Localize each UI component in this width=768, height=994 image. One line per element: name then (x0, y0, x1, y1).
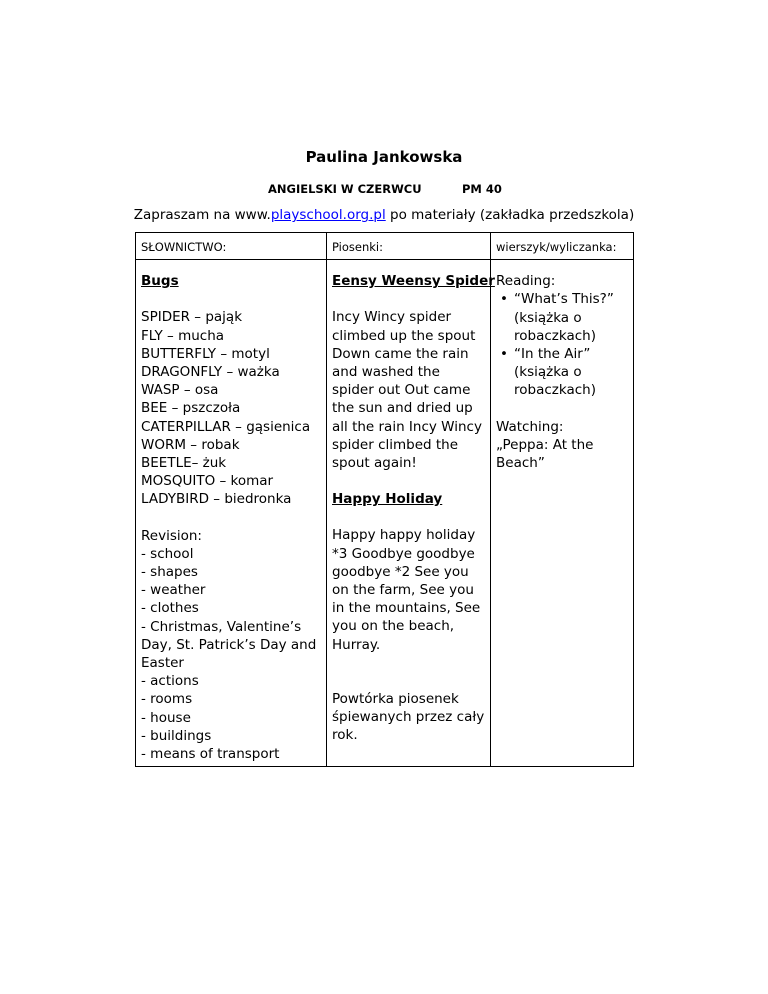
revision-item: - weather (141, 582, 206, 599)
header-vocabulary: SŁOWNICTWO: (136, 233, 327, 260)
vocab-item: MOSQUITO – komar (141, 473, 274, 490)
songs-review: Powtórka piosenek śpiewanych przez cały rok. (332, 690, 485, 744)
subtitle-group: PM 40 (462, 182, 502, 196)
intro-text (0, 207, 768, 223)
rhymes-cell (491, 260, 634, 767)
revision-item: - house (141, 709, 191, 726)
vocab-item: WORM – robak (141, 436, 240, 453)
subtitle-month: ANGIELSKI W CZERWCU (268, 182, 422, 196)
lesson-table (135, 232, 634, 767)
vocabulary-cell (136, 260, 327, 767)
vocab-item: WASP – osa (141, 382, 219, 399)
revision-item: - means of transport (141, 746, 280, 763)
vocab-item: FLY – mucha (141, 327, 225, 344)
header-rhymes: wierszyk/wyliczanka: (491, 233, 634, 260)
vocab-item: CATERPILLAR – gąsienica (141, 418, 311, 435)
vocab-item: BEETLE– żuk (141, 455, 227, 472)
revision-item: - rooms (141, 691, 193, 708)
revision-item: - Christmas, Valentine’s Day, St. Patrick’s Day and Easter (141, 618, 317, 672)
page-title: Paulina Jankowska (305, 148, 463, 166)
revision-item: - actions (141, 673, 199, 690)
vocab-item: SPIDER – pająk (141, 309, 243, 326)
revision-item: - shapes (141, 564, 198, 581)
watching-item: „Peppa: At the Beach” (496, 436, 594, 472)
header-songs: Piosenki: (327, 233, 491, 260)
song1-lyrics: Incy Wincy spider climbed up the spout Down came the rain and washed the spider out Out came the sun and dried up all the rain Incy Wincy spider climbed the spout again! (332, 309, 482, 472)
song1-title: Eensy Weensy Spider (332, 273, 495, 290)
revision-label: Revision: (141, 527, 202, 544)
watching-label: Watching: (496, 418, 564, 435)
intro-after: po materiały (zakładka przedszkola) (385, 207, 635, 223)
vocab-item: DRAGONFLY – ważka (141, 364, 280, 381)
song2-lyrics: Happy happy holiday *3 Goodbye goodbye goodbye *2 See you on the farm, See you in the mountains, See you on the beach, Hurray. (332, 527, 481, 653)
reading-item: • “What’s This?” (książka o robaczkach) (514, 290, 628, 345)
intro-before: Zapraszam na www. (133, 207, 271, 223)
reading-item: • “In the Air” (książka o robaczkach) (514, 345, 628, 400)
vocab-item: BEE – pszczoła (141, 400, 241, 417)
playschool-link[interactable]: playschool.org.pl (270, 207, 386, 223)
revision-item: - clothes (141, 600, 199, 617)
reading-list (496, 290, 628, 399)
revision-item: - school (141, 545, 194, 562)
table-header-row (136, 233, 634, 260)
song2-title: Happy Holiday (332, 491, 443, 508)
vocab-item: LADYBIRD – biedronka (141, 491, 292, 508)
songs-cell (327, 260, 495, 767)
reading-label: Reading: (496, 273, 556, 290)
revision-item: - buildings (141, 727, 212, 744)
vocab-item: BUTTERFLY – motyl (141, 345, 270, 362)
table-content-row (136, 260, 634, 767)
vocab-heading: Bugs (141, 273, 179, 290)
